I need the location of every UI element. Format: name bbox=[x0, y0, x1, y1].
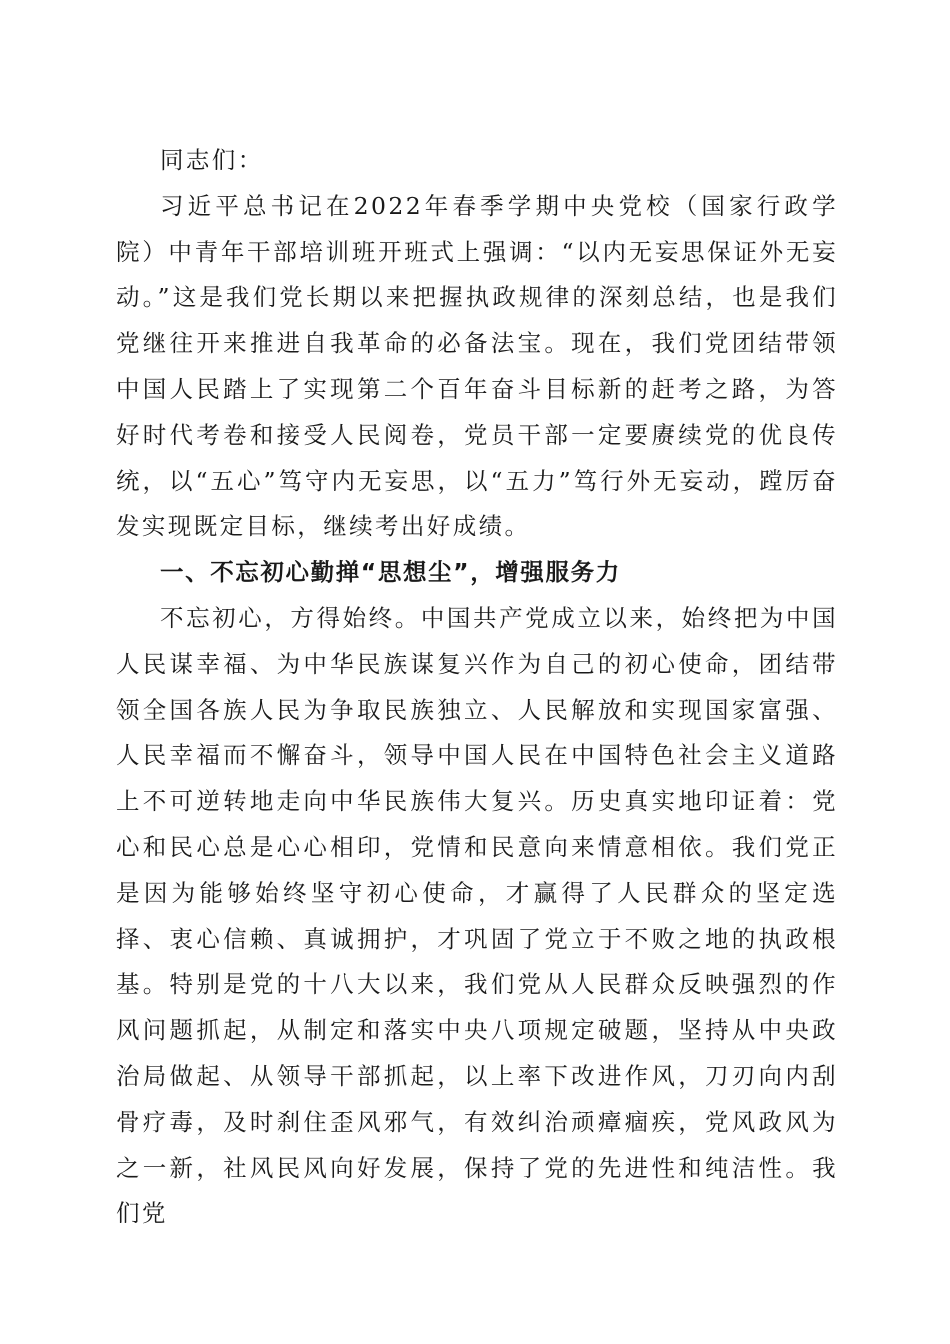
section-paragraph: 不忘初心，方得始终。中国共产党成立以来，始终把为中国人民谋幸福、为中华民族谋复兴作为自己的初心使命，团结带领全国各族人民为争取民族独立、人民解放和实现国家富强、人民幸福而不懈奋斗，领导中国人民在中国特色社会主义道路上不可逆转地走向中华民族伟大复兴。历史真实地印证着：党心和民心总是心心相印，党情和民意向来情意相依。我们党正是因为能够始终坚守初心使命，才赢得了人民群众的坚定选择、衷心信赖、真诚拥护，才巩固了党立于不败之地的执政根基。特别是党的十八大以来，我们党从人民群众反映强烈的作风问题抓起，从制定和落实中央八项规定破题，坚持从中央政治局做起、从领导干部抓起，以上率下改进作风，刀刃向内刮骨疗毒，及时刹住歪风邪气，有效纠治顽瘴痼疾，党风政风为之一新，社风民风向好发展，保持了党的先进性和纯洁性。我们党 bbox=[116, 603, 838, 1228]
intro-paragraph: 习近平总书记在2022年春季学期中央党校（国家行政学院）中青年干部培训班开班式上强调：“以内无妄思保证外无妄动。”这是我们党长期以来把握执政规律的深刻总结，也是我们党继往开来推进自我革命的必备法宝。现在，我们党团结带领中国人民踏上了实现第二个百年奋斗目标新的赶考之路，为答好时代考卷和接受人民阅卷，党员干部一定要赓续党的优良传统，以“五心”笃守内无妄思，以“五力”笃行外无妄动，蹚厉奋发实现既定目标，继续考出好成绩。 bbox=[116, 191, 838, 541]
section-heading: 一、不忘初心勤掸“思想尘”，增强服务力 bbox=[160, 558, 621, 587]
salutation: 同志们： bbox=[160, 146, 264, 174]
document-body bbox=[116, 138, 838, 1237]
